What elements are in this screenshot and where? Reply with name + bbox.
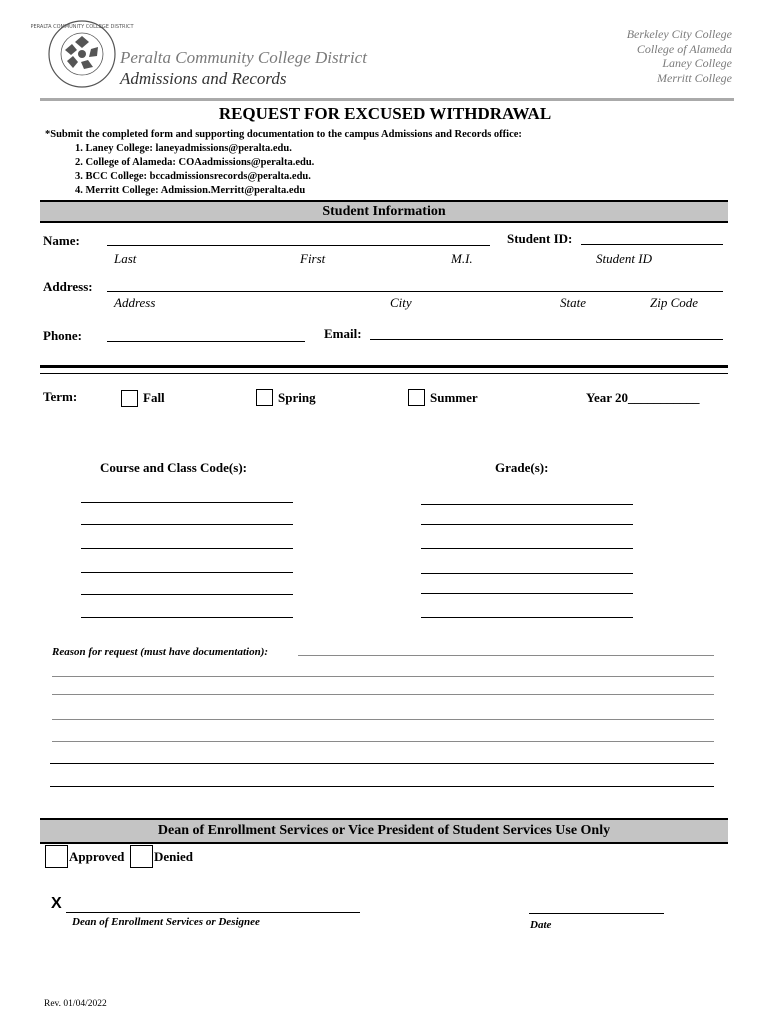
instruction-bcc: 3. BCC College: bccadmissionsrecords@peralta.edu.: [75, 171, 311, 182]
signature-x-mark: X: [51, 895, 62, 912]
signature-line[interactable]: [66, 912, 360, 913]
reason-label: Reason for request (must have documentation):: [52, 646, 269, 658]
fall-checkbox[interactable]: [121, 390, 138, 407]
course-line-2[interactable]: [81, 524, 293, 525]
reason-line-7[interactable]: [50, 786, 714, 787]
name-label: Name:: [43, 233, 80, 248]
course-line-3[interactable]: [81, 548, 293, 549]
svg-text:PERALTA COMMUNITY COLLEGE DIST: PERALTA COMMUNITY COLLEGE DISTRICT: [30, 24, 134, 30]
reason-line-2[interactable]: [52, 676, 714, 677]
denied-checkbox[interactable]: [130, 845, 153, 868]
college-bcc: Berkeley City College: [626, 27, 732, 41]
reason-line-4[interactable]: [52, 719, 714, 720]
grade-line-5[interactable]: [421, 593, 633, 594]
instructions-lead: *Submit the completed form and supporting documentation to the campus Admissions and Records office:: [45, 129, 522, 140]
caption-mi: M.I.: [451, 251, 473, 266]
name-field[interactable]: [107, 245, 490, 246]
reason-line-3[interactable]: [52, 694, 714, 695]
address-field[interactable]: [107, 291, 723, 292]
instructions: [45, 128, 522, 198]
summer-checkbox[interactable]: [408, 389, 425, 406]
email-label: Email:: [324, 326, 362, 341]
fall-label: Fall: [143, 390, 165, 405]
instruction-alameda: 2. College of Alameda: COAadmissions@peralta.edu.: [75, 157, 315, 168]
instruction-merritt: 4. Merritt College: Admission.Merritt@peralta.edu: [75, 185, 306, 196]
summer-label: Summer: [430, 390, 478, 405]
approved-checkbox[interactable]: [45, 845, 68, 868]
reason-line-6[interactable]: [50, 763, 714, 764]
signature-caption: Dean of Enrollment Services or Designee: [72, 916, 260, 928]
grade-line-1[interactable]: [421, 504, 633, 505]
spring-checkbox[interactable]: [256, 389, 273, 406]
student-info-heading: Student Information: [40, 200, 728, 223]
official-use-heading: Dean of Enrollment Services or Vice President of Student Services Use Only: [40, 818, 728, 844]
caption-city: City: [390, 295, 412, 310]
term-label: Term:: [43, 389, 78, 404]
approved-label: Approved: [69, 849, 125, 864]
course-line-1[interactable]: [81, 502, 293, 503]
grade-line-3[interactable]: [421, 548, 633, 549]
grade-header: Grade(s):: [495, 460, 549, 475]
caption-last: Last: [114, 251, 137, 266]
email-field[interactable]: [370, 339, 723, 340]
denied-label: Denied: [154, 849, 193, 864]
section-divider-thin: [40, 373, 728, 374]
phone-label: Phone:: [43, 328, 82, 343]
instruction-laney: 1. Laney College: laneyadmissions@peralta.edu.: [75, 143, 292, 154]
header-rule: [40, 98, 734, 101]
student-id-label: Student ID:: [507, 231, 573, 246]
date-caption: Date: [530, 919, 552, 931]
year-field[interactable]: Year 20___________: [586, 390, 700, 405]
grade-line-6[interactable]: [421, 617, 633, 618]
district-name: Peralta Community College District: [120, 48, 367, 67]
college-alameda: College of Alameda: [636, 41, 732, 56]
course-header: Course and Class Code(s):: [100, 460, 247, 475]
caption-state: State: [560, 295, 586, 310]
department-name: Admissions and Records: [120, 69, 287, 88]
revision-date: Rev. 01/04/2022: [44, 999, 107, 1009]
caption-student-id: Student ID: [596, 251, 652, 266]
grade-line-4[interactable]: [421, 573, 633, 574]
spring-label: Spring: [278, 390, 316, 405]
grade-line-2[interactable]: [421, 524, 633, 525]
date-line[interactable]: [529, 913, 664, 914]
phone-field[interactable]: [107, 341, 305, 342]
caption-first: First: [300, 251, 326, 266]
reason-line-1[interactable]: [298, 655, 714, 656]
college-list: [627, 27, 732, 85]
caption-address: Address: [114, 295, 156, 310]
course-line-4[interactable]: [81, 572, 293, 573]
student-id-field[interactable]: [581, 244, 723, 245]
section-divider: [40, 365, 728, 368]
course-line-6[interactable]: [81, 617, 293, 618]
reason-line-5[interactable]: [52, 741, 714, 742]
caption-zip: Zip Code: [650, 295, 699, 310]
form-title: REQUEST FOR EXCUSED WITHDRAWAL: [218, 104, 552, 123]
district-seal-icon: [30, 19, 134, 89]
college-laney: Laney College: [662, 56, 732, 70]
address-label: Address:: [43, 279, 93, 294]
college-merritt: Merritt College: [657, 70, 732, 85]
course-line-5[interactable]: [81, 594, 293, 595]
